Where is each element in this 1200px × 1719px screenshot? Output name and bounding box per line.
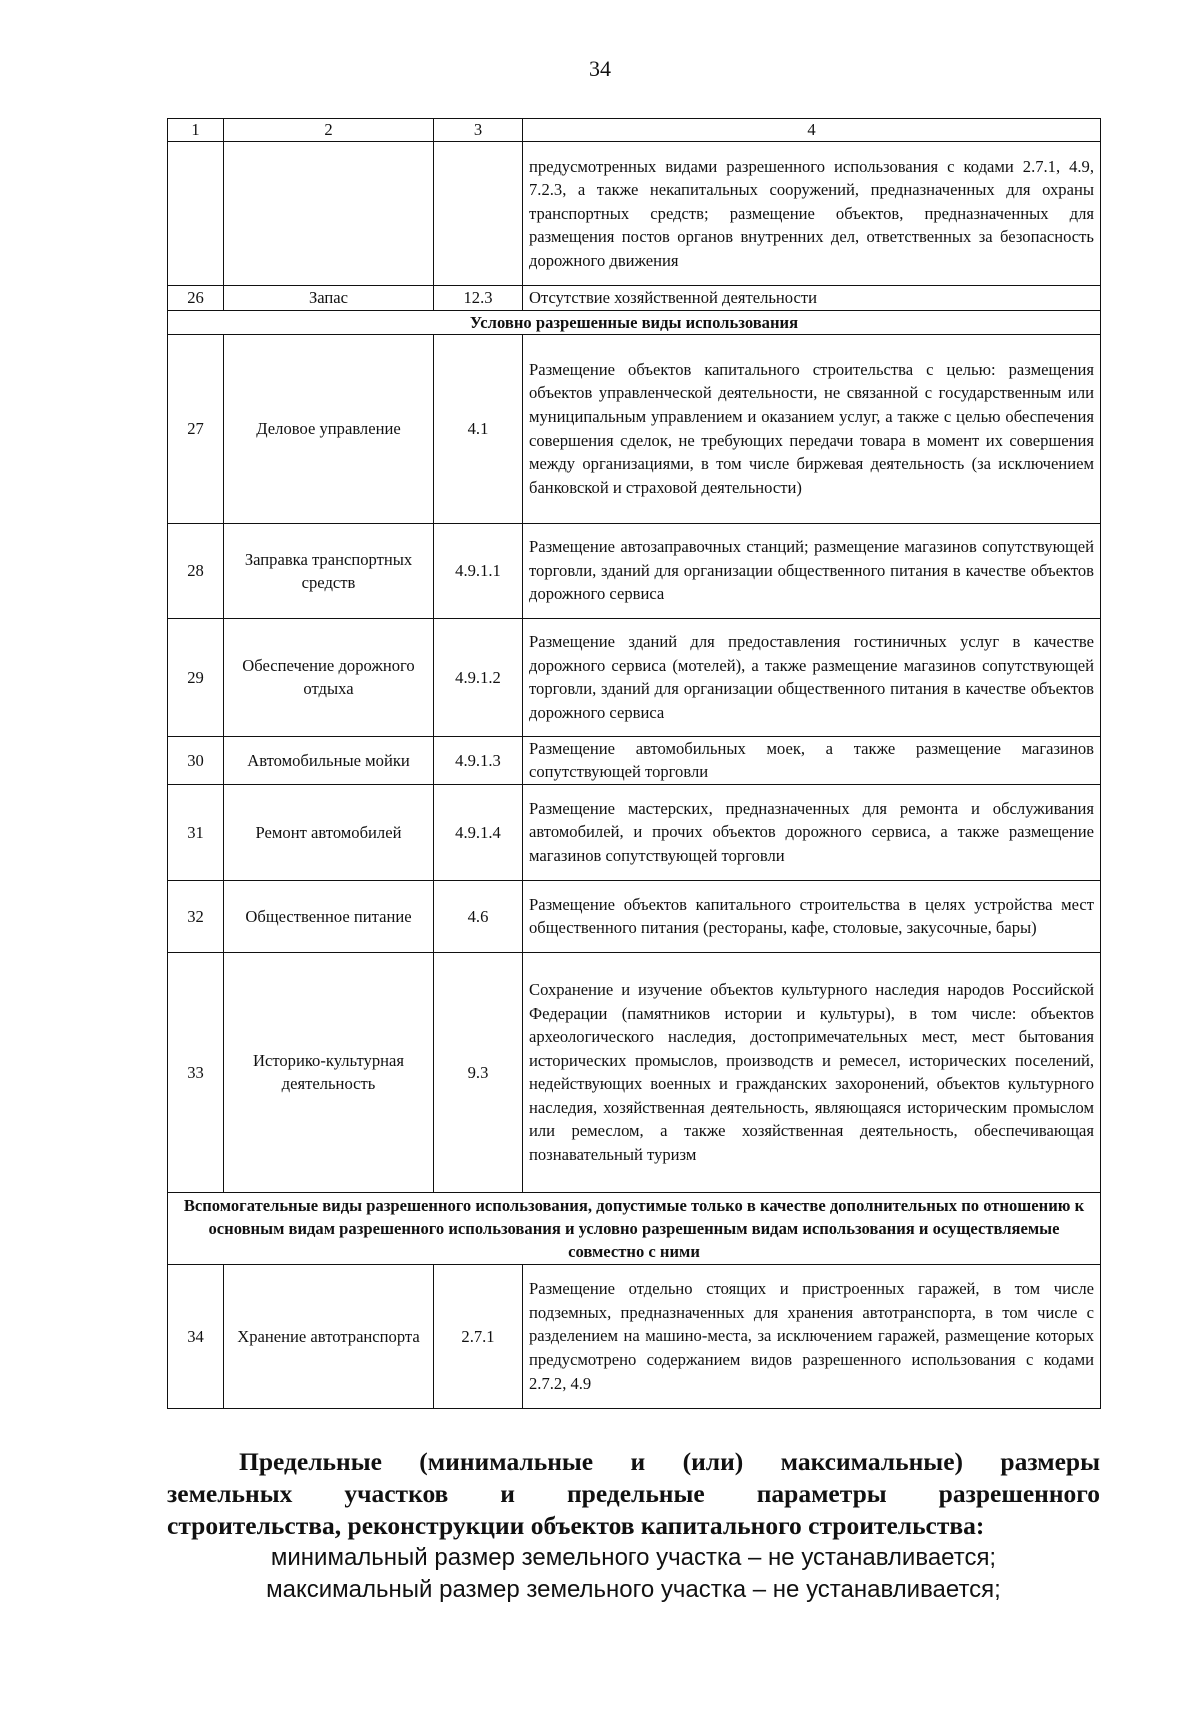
row-number: 31: [168, 784, 224, 880]
column-header-3: 3: [434, 119, 523, 142]
page-number: 34: [589, 56, 611, 81]
use-code: 4.9.1.2: [434, 618, 523, 736]
use-description: Сохранение и изучение объектов культурного наследия народов Российской Федерации (памятников истории и культуры), в том числе: объектов археологического наследия, достопримечательных мест, мест бытования исторических промыслов, производств и ремесел, исторических поселений, недействующих военных и гражданских захоронений, объектов культурного наследия, хозяйственная деятельность, являющаяся историческим промыслом или ремеслом, а также хозяйственная деятельность, обеспечивающая познавательный туризм: [523, 952, 1101, 1192]
use-name: Запас: [224, 286, 434, 311]
section-conditional-row: [168, 310, 1101, 334]
parameters-heading-line-1: Предельные (минимальные и (или) максимальные) размеры: [239, 1447, 1100, 1476]
use-name: Деловое управление: [224, 334, 434, 523]
column-header-2: 2: [224, 119, 434, 142]
table-header-row: [168, 119, 1101, 142]
use-name: Ремонт автомобилей: [224, 784, 434, 880]
use-code: 4.9.1.4: [434, 784, 523, 880]
parameters-heading-line-2: земельных участков и предельные параметры разрешенного: [167, 1479, 1100, 1508]
row-number: 34: [168, 1264, 224, 1408]
use-name: Заправка транспортных средств: [224, 523, 434, 618]
use-code: 4.1: [434, 334, 523, 523]
use-code: 12.3: [434, 286, 523, 311]
use-code: 9.3: [434, 952, 523, 1192]
section-conditional-title: Условно разрешенные виды использования: [168, 310, 1101, 334]
row-number: 27: [168, 334, 224, 523]
table-row-30: [168, 736, 1101, 784]
table-row-33: [168, 952, 1101, 1192]
row-number: 32: [168, 880, 224, 952]
section-auxiliary-row: [168, 1192, 1101, 1264]
table-row-continued: [168, 142, 1101, 286]
use-name: Хранение автотранспорта: [224, 1264, 434, 1408]
land-use-table: [167, 118, 1101, 1409]
use-description: Отсутствие хозяйственной деятельности: [523, 286, 1101, 311]
column-header-4: 4: [523, 119, 1101, 142]
use-name: Автомобильные мойки: [224, 736, 434, 784]
parameters-heading-line-3: строительства, реконструкции объектов капитального строительства:: [167, 1511, 985, 1540]
row-number: 29: [168, 618, 224, 736]
max-plot-size-text: максимальный размер земельного участка – не устанавливается;: [266, 1576, 1001, 1603]
row-number: 26: [168, 286, 224, 311]
use-description: Размещение объектов капитального строительства в целях устройства мест общественного питания (рестораны, кафе, столовые, закусочные, бары): [523, 880, 1101, 952]
use-code: 4.9.1.3: [434, 736, 523, 784]
table-row-31: [168, 784, 1101, 880]
row-number: 28: [168, 523, 224, 618]
min-plot-size-text: минимальный размер земельного участка – не устанавливается;: [270, 1544, 997, 1571]
column-header-1: 1: [168, 119, 224, 142]
table-row-27: [168, 334, 1101, 523]
row-number: 30: [168, 736, 224, 784]
use-description: Размещение отдельно стоящих и пристроенных гаражей, в том числе подземных, предназначенных для хранения автотранспорта, в том числе с разделением на машино-места, за исключением гаражей, размещение которых предусмотрено содержанием видов разрешенного использования с кодами 2.7.2, 4.9: [523, 1264, 1101, 1408]
use-code: 4.9.1.1: [434, 523, 523, 618]
use-name: Общественное питание: [224, 880, 434, 952]
table-row-26: [168, 286, 1101, 311]
row-number: 33: [168, 952, 224, 1192]
parameters-section: [167, 1446, 1100, 1606]
use-name: Историко-культурная деятельность: [224, 952, 434, 1192]
section-auxiliary-title: Вспомогательные виды разрешенного использования, допустимые только в качестве дополнительных по отношению к основным видам разрешенного использования и условно разрешенным видам использования и осуществляемые совместно с ними: [168, 1192, 1101, 1264]
use-description: Размещение автозаправочных станций; размещение магазинов сопутствующей торговли, зданий для организации общественного питания в качестве объектов дорожного сервиса: [523, 523, 1101, 618]
use-description: Размещение зданий для предоставления гостиничных услуг в качестве дорожного сервиса (мотелей), а также размещение магазинов сопутствующей торговли, зданий для организации общественного питания в качестве объектов дорожного сервиса: [523, 618, 1101, 736]
use-name: Обеспечение дорожного отдыха: [224, 618, 434, 736]
table-row-34: [168, 1264, 1101, 1408]
use-code: 4.6: [434, 880, 523, 952]
use-description: Размещение автомобильных моек, а также размещение магазинов сопутствующей торговли: [523, 736, 1101, 784]
table-row-28: [168, 523, 1101, 618]
use-description: Размещение объектов капитального строительства с целью: размещения объектов управленческой деятельности, не связанной с государственным или муниципальным управлением и оказанием услуг, а также с целью обеспечения совершения сделок, не требующих передачи товара в момент их совершения между организациями, в том числе биржевая деятельность (за исключением банковской и страховой деятельности): [523, 334, 1101, 523]
use-code: 2.7.1: [434, 1264, 523, 1408]
table-row-32: [168, 880, 1101, 952]
use-description: Размещение мастерских, предназначенных для ремонта и обслуживания автомобилей, и прочих объектов дорожного сервиса, а также размещение магазинов сопутствующей торговли: [523, 784, 1101, 880]
continued-description: предусмотренных видами разрешенного использования с кодами 2.7.1, 4.9, 7.2.3, а также некапитальных сооружений, предназначенных для охраны транспортных средств; размещение объектов, предназначенных для размещения постов органов внутренних дел, ответственных за безопасность дорожного движения: [523, 142, 1101, 286]
table-row-29: [168, 618, 1101, 736]
